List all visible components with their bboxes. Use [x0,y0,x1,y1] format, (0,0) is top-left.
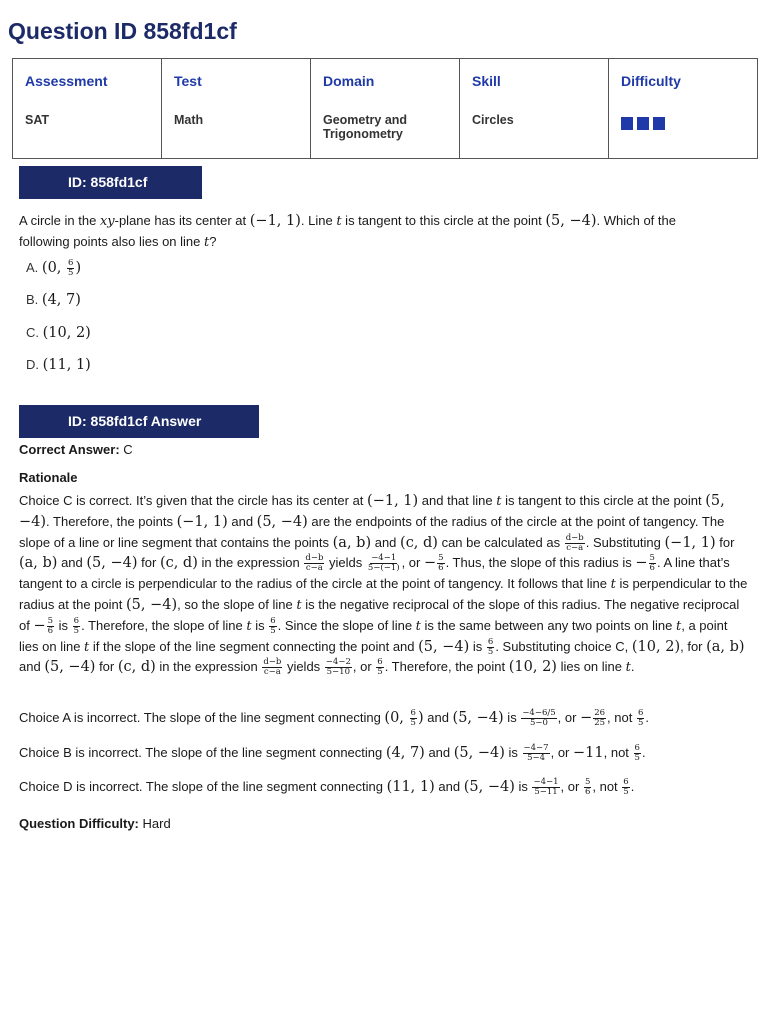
option-c[interactable] [26,325,91,341]
correct-answer: Correct Answer: C [19,442,133,457]
option-a-letter: A. [26,259,39,275]
option-d[interactable] [26,357,91,373]
option-a[interactable]: A. (0, $\frac{6}{5}$ ) [26,258,82,278]
rationale-heading: Rationale [19,470,78,485]
choice-b-explanation: Choice B is incorrect. The slope of the line segment connecting (4, 7) and (5, −4) is $\frac{-4-7}{5-4}$ , or −11, not $\frac{6}{5}$ . [19,743,646,764]
option-b[interactable] [26,292,81,308]
option-d-value: (11, 1) [42,357,91,373]
meta-skill-value: Circles [472,113,514,127]
difficulty-bar [621,117,633,130]
meta-domain-cell [311,59,460,159]
difficulty-bar [637,117,649,130]
option-c-value: (10, 2) [42,325,91,341]
choice-d-explanation: Choice D is incorrect. The slope of the line segment connecting (11, 1) and (5, −4) is $\frac{-4-1}{5-11}$ , or $\frac{5}{6}$ , not $\frac{6}{5}$ . [19,777,635,798]
meta-test-value: Math [174,113,204,127]
meta-assessment-label: Assessment [25,73,108,89]
option-b-letter: B. [26,292,39,307]
question-difficulty-footer: Question Difficulty: Hard [19,816,171,831]
question-stem: A circle in the xy-plane has its center at (−1, 1). Line t is tangent to this circle at the point (5, −4). Which of the following points also lies on line t? [19,213,676,250]
meta-test-cell [162,59,311,159]
difficulty-bars [621,117,745,130]
meta-assessment-cell [13,59,162,159]
question-metadata-table [12,58,758,159]
meta-difficulty-cell [609,59,758,159]
meta-skill-cell [460,59,609,159]
meta-domain-value: Geometry and Trigonometry [323,113,408,141]
meta-domain-label: Domain [323,73,375,89]
option-c-letter: C. [26,325,39,340]
meta-test-label: Test [174,73,202,89]
option-a-fraction: $\frac{6}{5}$ [68,258,74,278]
meta-difficulty-label: Difficulty [621,73,681,89]
meta-assessment-value: SAT [25,113,50,127]
rationale-paragraph: Choice C is correct. It’s given that the circle has its center at (−1, 1) and that line t is tangent to this circle at the point (5, −4). Therefore, the points (−1, 1) and (5, −4) are the endpoints of the radius of the circle at the point of tangency. The slope of a line or line segment that contains the points (a, b) and (c, d) can be calculated as $\frac{d-b}{c-a}$ . Substituting (−1, 1) for (a, b) and (5, −4) for (c, d) in the expression $\frac{d-b}{c-a}$ yields $\frac{-4-1}{5-(-1)}$ , or − $\frac{5}{6}$ . Thus, the slope of this radius is − $\frac{5}{6}$ . A line that’s tangent to a circle is perpendicular to the radius of the circle at the point of tangency. It follows that line t is perpendicular to the radius at the point (5, −4), so the slope of line t is the negative reciprocal of the slope of this radius. The negative reciprocal of − $\frac{5}{6}$ is $\frac{6}{5}$ . Therefore, the slope of line t is $\frac{6}{5}$ . Since the slope of line t is the same between any two points on line t, a point lies on line t if the slope of the line segment connecting the point and (5, −4) is $\frac{6}{5}$ . Substituting choice C, (10, 2), for (a, b) and (5, −4) for (c, d) in the expression $\frac{d-b}{c-a}$ yields $\frac{-4-2}{5-10}$ , or $\frac{6}{5}$ . Therefore, the point (10, 2) lies on line t. [19,493,748,678]
difficulty-bar [653,117,665,130]
option-d-letter: D. [26,357,39,372]
choice-a-explanation: Choice A is incorrect. The slope of the line segment connecting (0, $\frac{6}{5}$ ) and (5, −4) is $\frac{-4-6/5}{5-0}$ , or − $\frac{26}{25}$ , not $\frac{6}{5}$ . [19,708,650,729]
question-id-banner: ID: 858fd1cf [19,166,202,199]
meta-skill-label: Skill [472,73,501,89]
page-title: Question ID 858fd1cf [8,18,237,44]
answer-id-banner: ID: 858fd1cf Answer [19,405,259,438]
option-b-value: (4, 7) [41,292,81,308]
